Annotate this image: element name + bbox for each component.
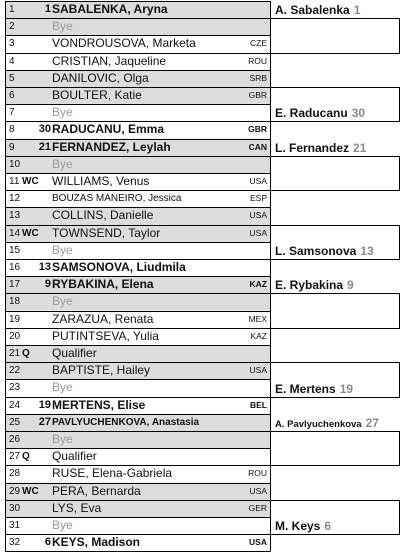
draw-number: 14 xyxy=(9,227,21,239)
winner-seed: 1 xyxy=(353,3,361,17)
winner-name: E. Rybakina xyxy=(275,278,344,292)
player-row xyxy=(5,139,270,156)
player-row xyxy=(5,379,270,396)
player-row xyxy=(5,18,270,35)
draw-number: 28 xyxy=(9,468,21,480)
draw-number: 19 xyxy=(9,313,21,325)
country-code: GBR xyxy=(248,124,267,135)
winner-entry xyxy=(275,278,354,292)
country-code: KAZ xyxy=(250,330,267,341)
player-name: SAMSONOVA, Liudmila xyxy=(52,260,186,274)
entry-status: WC xyxy=(22,176,39,187)
player-name: BOULTER, Katie xyxy=(52,88,142,102)
draw-number: 22 xyxy=(9,365,21,377)
draw-number: 3 xyxy=(9,38,15,50)
country-code: USA xyxy=(249,537,267,548)
winner-seed: 27 xyxy=(365,416,379,430)
player-name: KEYS, Madison xyxy=(52,535,141,550)
player-row xyxy=(5,1,270,18)
seed-number: 9 xyxy=(44,278,51,291)
player-name: Bye xyxy=(52,294,73,309)
player-name: BAPTISTE, Hailey xyxy=(52,363,151,378)
player-row xyxy=(5,53,270,70)
player-row xyxy=(5,35,270,52)
winner-seed: 30 xyxy=(351,106,366,120)
draw-number: 31 xyxy=(9,520,21,531)
player-name: PUTINTSEVA, Yulia xyxy=(52,328,159,343)
country-code: BEL xyxy=(250,399,267,410)
seed-number: 13 xyxy=(38,261,51,273)
entry-status: WC xyxy=(22,485,39,497)
player-row xyxy=(5,517,270,534)
player-name: PAVLYUCHENKOVA, Anastasia xyxy=(52,416,200,428)
entry-status: WC xyxy=(22,227,39,239)
player-row xyxy=(5,500,270,517)
player-row xyxy=(5,242,270,259)
winner-entry xyxy=(275,416,379,432)
draw-number: 18 xyxy=(9,296,21,308)
player-name: BOUZAS MANEIRO, Jessica xyxy=(52,193,182,205)
player-name: Bye xyxy=(52,156,73,171)
draw-number: 12 xyxy=(9,193,21,205)
player-row xyxy=(5,190,270,207)
player-row xyxy=(5,225,270,242)
player-name: WILLIAMS, Venus xyxy=(52,174,150,188)
winner-name: L. Samsonova xyxy=(275,244,357,258)
entry-status: Q xyxy=(22,348,30,359)
seed-number: 30 xyxy=(38,123,51,136)
winner-seed: 13 xyxy=(360,244,374,258)
draw-number: 4 xyxy=(9,55,15,67)
player-row xyxy=(5,483,270,500)
winner-name: L. Fernandez xyxy=(275,141,350,155)
player-row xyxy=(5,362,270,379)
player-row xyxy=(5,311,270,328)
player-name: VONDROUSOVA, Marketa xyxy=(52,36,196,51)
country-code: USA xyxy=(249,210,267,221)
country-code: SRB xyxy=(249,72,267,83)
seed-number: 19 xyxy=(38,398,51,411)
draw-number: 24 xyxy=(9,399,21,411)
draw-number: 9 xyxy=(9,141,15,153)
draw-number: 7 xyxy=(9,107,15,119)
player-row xyxy=(5,397,270,414)
draw-number: 15 xyxy=(9,244,21,256)
country-code: USA xyxy=(249,485,267,496)
winner-name: A. Pavlyuchenkova xyxy=(275,419,362,430)
country-code: CZE xyxy=(250,38,267,49)
draw-number: 8 xyxy=(9,124,15,136)
draw-number: 23 xyxy=(9,382,21,394)
player-row xyxy=(5,448,270,465)
winner-entry xyxy=(275,519,331,533)
player-row xyxy=(5,534,270,551)
draw-number: 21 xyxy=(9,348,21,359)
player-name: RADUCANU, Emma xyxy=(52,122,165,137)
player-name: FERNANDEZ, Leylah xyxy=(52,139,171,154)
country-code: KAZ xyxy=(249,279,267,290)
seed-number: 6 xyxy=(44,536,51,549)
winner-entry xyxy=(275,382,353,396)
player-name: COLLINS, Danielle xyxy=(52,208,154,223)
winner-entry xyxy=(275,141,366,155)
player-row xyxy=(5,293,270,310)
country-code: CAN xyxy=(248,141,267,152)
player-name: Bye xyxy=(52,380,73,395)
draw-number: 30 xyxy=(9,502,21,514)
winner-seed: 9 xyxy=(347,278,354,292)
winner-entry xyxy=(275,106,365,120)
player-name: Bye xyxy=(52,432,73,446)
winner-entry xyxy=(275,244,374,258)
draw-number: 25 xyxy=(9,416,21,428)
player-row xyxy=(5,431,270,448)
player-name: RYBAKINA, Elena xyxy=(52,277,154,292)
player-name: Bye xyxy=(52,19,73,34)
winner-name: M. Keys xyxy=(275,519,321,533)
seed-number: 21 xyxy=(38,140,51,153)
winner-name: E. Raducanu xyxy=(275,106,348,120)
draw-number: 27 xyxy=(9,451,21,463)
draw-number: 32 xyxy=(9,537,21,549)
country-code: USA xyxy=(249,227,267,238)
player-name: DANILOVIC, Olga xyxy=(52,70,149,85)
draw-number: 1 xyxy=(9,4,15,15)
draw-number: 16 xyxy=(9,262,21,273)
draw-number: 29 xyxy=(9,485,21,497)
draw-number: 5 xyxy=(9,72,15,84)
country-code: ROU xyxy=(248,468,267,479)
player-name: Bye xyxy=(52,242,73,257)
player-name: LYS, Eva xyxy=(52,500,102,515)
winner-seed: 6 xyxy=(324,519,332,533)
draw-number: 26 xyxy=(9,434,21,445)
country-code: GER xyxy=(248,502,267,513)
player-name: TOWNSEND, Taylor xyxy=(52,225,161,240)
player-row xyxy=(5,173,270,190)
winner-seed: 21 xyxy=(353,141,367,155)
player-row xyxy=(5,70,270,87)
draw-number: 6 xyxy=(9,90,15,101)
country-code: MEX xyxy=(248,313,267,324)
draw-number: 20 xyxy=(9,330,21,342)
player-row xyxy=(5,414,270,431)
player-row xyxy=(5,259,270,276)
player-name: Bye xyxy=(52,105,73,120)
winner-name: E. Mertens xyxy=(275,382,336,396)
country-code: ESP xyxy=(249,193,267,204)
player-name: CRISTIAN, Jaqueline xyxy=(52,53,167,68)
player-row xyxy=(5,156,270,173)
player-name: ZARAZUA, Renata xyxy=(52,311,154,326)
entry-status: Q xyxy=(22,451,30,463)
player-name: RUSE, Elena-Gabriela xyxy=(52,466,173,481)
seed-number: 1 xyxy=(44,3,51,15)
draw-number: 17 xyxy=(9,279,21,291)
winner-name: A. Sabalenka xyxy=(275,3,350,17)
player-name: Bye xyxy=(52,518,73,532)
draw-number: 2 xyxy=(9,21,15,33)
winner-seed: 19 xyxy=(339,382,354,396)
player-name: SABALENKA, Aryna xyxy=(52,2,168,16)
player-row xyxy=(5,207,270,224)
country-code: USA xyxy=(249,365,267,376)
winner-entry xyxy=(275,3,360,17)
player-name: Qualifier xyxy=(52,346,97,360)
draw-number: 10 xyxy=(9,158,21,170)
country-code: USA xyxy=(249,176,267,186)
player-row xyxy=(5,465,270,482)
player-row xyxy=(5,87,270,104)
player-name: MERTENS, Elise xyxy=(52,397,146,412)
player-row xyxy=(5,121,270,138)
seed-number: 27 xyxy=(38,415,51,428)
player-row xyxy=(5,276,270,293)
player-row xyxy=(5,104,270,121)
country-code: ROU xyxy=(248,55,267,66)
draw-number: 11 xyxy=(9,176,20,187)
player-name: PERA, Bernarda xyxy=(52,483,141,498)
country-code: GBR xyxy=(248,90,267,100)
player-name: Qualifier xyxy=(52,449,97,464)
player-row xyxy=(5,328,270,345)
player-row xyxy=(5,345,270,362)
draw-number: 13 xyxy=(9,210,21,222)
